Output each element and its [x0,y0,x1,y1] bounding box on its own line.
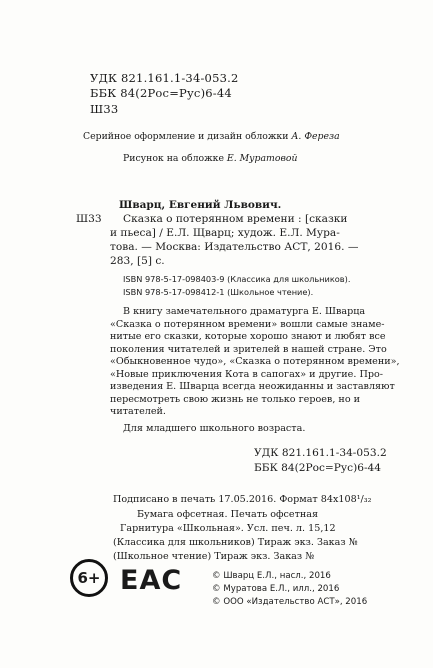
footer-udk: УДК 821.161.1-34-053.2 [254,447,387,459]
design-credit [83,131,340,144]
annotation-line: читателей. [110,406,166,417]
print-line: Подписано в печать 17.05.2016. Формат 84x108¹/₃₂ [113,494,372,505]
cover-credit-name: Е. Муратовой [226,153,298,164]
design-credit-name: А. Фереза [291,131,340,142]
cover-credit [123,153,297,166]
cover-credit-prefix: Рисунок на обложке [123,153,224,164]
age-rating-badge: 6+ [70,559,108,597]
eac-mark: ЕАС [120,565,183,596]
annotation-line: пересмотреть свою жизнь не только героев, но и [110,394,361,405]
annotation-line: изведения Е. Шварца всегда неожиданны и заставляют [110,381,395,392]
catalog-line: 283, [5] с. [110,255,165,267]
footer-bbk: ББК 84(2Рос=Рус)6-44 [254,462,382,474]
annotation-line: поколения читателей и зрителей в нашей стране. Это [110,344,387,355]
catalog-line: това. — Москва: Издательство АСТ, 2016. — [110,241,359,253]
udk-code: УДК 821.161.1-34-053.2 [90,71,239,85]
author-code: Ш33 [90,102,119,116]
annotation-line: нитые его сказки, которые хорошо знают и любят все [110,331,386,342]
catalog-line: и пьеса] / Е.Л. Щварц; худож. Е.Л. Мура- [110,227,340,239]
age-recommendation: Для младшего школьного возраста. [123,423,306,434]
annotation-line: В книгу замечательного драматурга Е. Шварца [123,306,366,317]
copyright-line: © ООО «Издательство АСТ», 2016 [212,597,368,607]
isbn-line: ISBN 978-5-17-098412-1 (Школьное чтение). [123,287,314,297]
design-credit-prefix: Серийное оформление и дизайн обложки [83,131,289,142]
catalog-author: Шварц, Евгений Львович. [119,199,282,211]
annotation-line: «Сказка о потерянном времени» вошли самые знаме- [110,319,385,330]
print-line: Гарнитура «Школьная». Усл. печ. л. 15,12 [120,523,336,534]
isbn-line: ISBN 978-5-17-098403-9 (Классика для школьников). [123,274,351,284]
copyright-line: © Муратова Е.Л., илл., 2016 [212,584,340,594]
print-line: (Классика для школьников) Тираж экз. Заказ № [113,537,358,548]
catalog-line: Сказка о потерянном времени : [сказки [123,213,348,225]
copyright-line: © Шварц Е.Л., насл., 2016 [212,571,331,581]
annotation-line: «Обыкновенное чудо», «Сказка о потерянном времени», [110,356,400,367]
print-line: (Школьное чтение) Тираж экз. Заказ № [113,551,315,562]
bbk-code: ББК 84(2Рос=Рус)6-44 [90,86,232,100]
print-line: Бумага офсетная. Печать офсетная [137,509,319,520]
annotation-line: «Новые приключения Кота в сапогах» и другие. Про- [110,369,383,380]
catalog-code: Ш33 [76,213,102,225]
